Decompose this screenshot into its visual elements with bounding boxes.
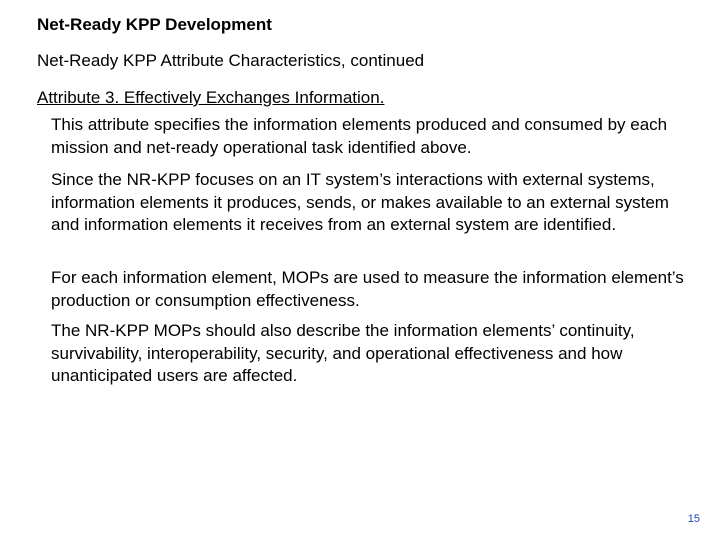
paragraph-mops-describe: The NR-KPP MOPs should also describe the information elements’ continuity, survivability, interoperability, security, and operational effectiveness and how unanticipated users are affected.: [51, 321, 635, 385]
paragraph-mops-measure: For each information element, MOPs are used to measure the information element’s production or consumption effectiveness.: [51, 268, 684, 310]
slide-title: Net-Ready KPP Development: [37, 15, 272, 34]
page-number: 15: [687, 513, 700, 525]
attribute-heading: Attribute 3. Effectively Exchanges Information.: [37, 88, 385, 107]
slide-subtitle: Net-Ready KPP Attribute Characteristics, continued: [37, 51, 425, 70]
paragraph-external-interactions: Since the NR-KPP focuses on an IT system’s interactions with external systems, information elements it produces, sends, or makes available to an external system and information elements it receives from an external system are identified.: [51, 170, 669, 234]
paragraph-attribute-description: This attribute specifies the information elements produced and consumed by each mission and net-ready operational task identified above.: [51, 115, 668, 157]
